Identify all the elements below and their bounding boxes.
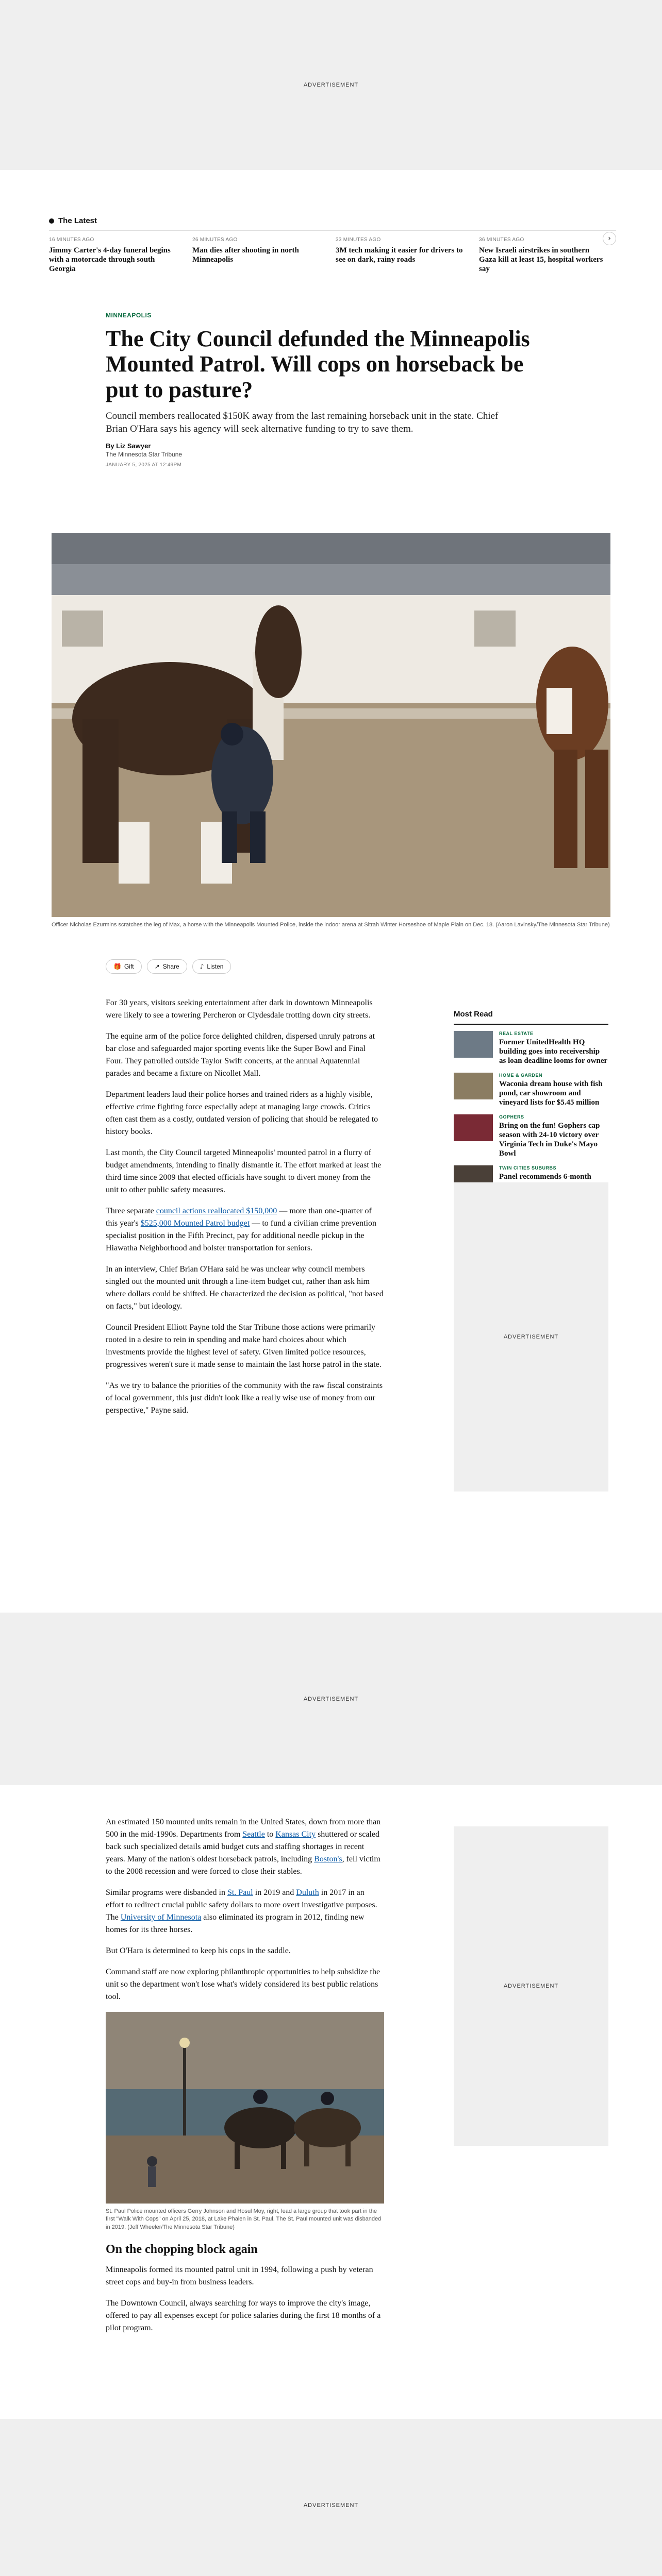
lead-photo-caption: Officer Nicholas Ezurmins scratches the leg of Max, a horse with the Minneapolis Mounted Police, inside the indoor arena at Sitrah Winter Horseshoe of Maple Plain on Dec. 18. (Aaron Lavinsky/The Minnesota Star Tribune): [52, 922, 610, 928]
latest-heading: The Latest: [49, 216, 616, 231]
paragraph: An estimated 150 mounted units remain in the United States, down from more than 500 in the mid-1990s. Departments from Seattle to Kansas City shuttered or scaled back such specialized details amid budget cuts and staffing shortages in recent years. Many of the nation's oldest horseback patrols, including Boston's, fell victim to the 2008 recession and were forced to close their stables.: [106, 1818, 381, 1876]
latest-timestamp: 16 MINUTES AGO: [49, 237, 94, 243]
top-advertisement[interactable]: [0, 0, 662, 170]
paragraph: Last month, the City Council targeted Minneapolis' mounted patrol in a flurry of budget amendments, intending to finally dismantle it. The effort marked at least the third time since 2009 that elected officials have sought to divert money from the unit to other public safety measures.: [106, 1148, 382, 1194]
paragraph: The equine arm of the police force delighted children, dispersed unruly patrons at bar close and safeguarded major sporting events like the Super Bowl and Final Four. They patrolled outside Taylor Swift concerts, at the annual Aquatennial parades and became a fixture on Nicollet Mall.: [106, 1032, 375, 1078]
article-dek: Council members reallocated $150K away from the last remaining horseback unit in the state. Chief Brian O'Hara says his agency will seek alternative funding to try to save them.: [106, 410, 499, 435]
paragraph: Department leaders laud their police horses and trained riders as a highly visible, effective crime fighting force especially adept at managing large crowds. Critics often cast them as a costly, outdated version of policing that should be relegated to history books.: [106, 1090, 378, 1136]
byline-organization: The Minnesota Star Tribune: [106, 451, 183, 459]
share-toolbar: [106, 959, 231, 974]
next-arrow-icon[interactable]: ›: [603, 232, 616, 245]
most-read-title[interactable]: Bring on the fun! Gophers cap season with 24-10 victory over Virginia Tech in Duke's Mayo Bowl: [499, 1122, 600, 1158]
article-header: [106, 312, 549, 468]
mid-advertisement[interactable]: ADVERTISEMENT: [0, 1613, 662, 1785]
most-read-section: GOPHERS: [499, 1114, 524, 1120]
article-body-section-2: [106, 1816, 384, 2343]
most-read-item[interactable]: [454, 1073, 608, 1107]
budget-link[interactable]: $525,000 Mounted Patrol budget: [140, 1219, 250, 1228]
mid-advertisement[interactable]: ADVERTISEMENT: [0, 2419, 662, 2576]
most-read-title[interactable]: Panel recommends 6-month: [499, 1173, 591, 1181]
latest-headline[interactable]: New Israeli airstrikes in southern Gaza kill at least 15, hospital workers say: [479, 246, 603, 273]
share-icon: ↗: [154, 963, 160, 970]
most-read-section: REAL ESTATE: [499, 1031, 534, 1036]
most-read-thumbnail[interactable]: [454, 1073, 493, 1099]
live-dot-icon: [49, 218, 54, 224]
latest-timestamp: 36 MINUTES AGO: [479, 237, 524, 243]
lead-photo: [52, 533, 610, 917]
headphones-icon: ♪: [200, 963, 204, 970]
gift-button[interactable]: 🎁 Gift: [106, 959, 142, 974]
paragraph: But O'Hara is determined to keep his cops in the saddle.: [106, 1946, 291, 1955]
latest-item[interactable]: [336, 237, 465, 274]
paragraph: Three separate council actions reallocated $150,000 — more than one-quarter of this year's $525,000 Mounted Patrol budget — to fund a civilian crime prevention specialist position in the Fifth Precinct, pay for additional needle pickup in the Hiawatha Neighborhood and bolster transportation for seniors.: [106, 1207, 377, 1252]
latest-headline[interactable]: 3M tech making it easier for drivers to see on dark, rainy roads: [336, 246, 463, 264]
article-body-section-1: [106, 997, 384, 1426]
section-kicker[interactable]: MINNEAPOLIS: [106, 312, 152, 319]
ad-label: ADVERTISEMENT: [303, 82, 359, 88]
paragraph: Council President Elliott Payne told the Star Tribune those actions were primarily rooted in a desire to rein in spending and make hard choices about which investments provide the highest level of safety. Given limited police resources, progressives weren't sure it made sense to maintain the last horse patrol in the state.: [106, 1323, 382, 1369]
gift-icon: 🎁: [113, 963, 121, 970]
paragraph: Command staff are now exploring philanthropic opportunities to help subsidize the unit so the department won't lose what's widely considered its best public relations tool.: [106, 1968, 380, 2001]
latest-timestamp: 26 MINUTES AGO: [192, 237, 238, 243]
latest-item[interactable]: [192, 237, 321, 274]
latest-item[interactable]: [49, 237, 178, 274]
listen-button[interactable]: ♪ Listen: [192, 959, 231, 974]
publish-date: JANUARY 5, 2025 AT 12:49PM: [106, 462, 182, 468]
share-button[interactable]: ↗ Share: [147, 959, 187, 974]
most-read-thumbnail[interactable]: [454, 1114, 493, 1141]
seattle-link[interactable]: Seattle: [242, 1830, 265, 1839]
paragraph: Similar programs were disbanded in St. Paul in 2019 and Duluth in 2017 in an effort to redirect crucial public safety dollars to more overt investigative purposes. The University of Minnesota also eliminated its program in 2012, finding new homes for its three horses.: [106, 1888, 377, 1934]
most-read-sidebar: [454, 1010, 608, 1207]
most-read-title[interactable]: Waconia dream house with fish pond, car showroom and vineyard lists for $5.45 million: [499, 1080, 603, 1107]
most-read-section: TWIN CITIES SUBURBS: [499, 1165, 557, 1171]
latest-timestamp: 33 MINUTES AGO: [336, 237, 381, 243]
council-actions-link[interactable]: council actions reallocated $150,000: [156, 1207, 277, 1215]
byline[interactable]: By Liz Sawyer: [106, 442, 151, 450]
latest-item[interactable]: [479, 237, 608, 274]
paragraph: Minneapolis formed its mounted patrol unit in 1994, following a push by veteran street cops and buy-in from business leaders.: [106, 2265, 373, 2287]
most-read-item[interactable]: [454, 1031, 608, 1065]
kansas-city-link[interactable]: Kansas City: [275, 1830, 316, 1839]
most-read-thumbnail[interactable]: [454, 1031, 493, 1058]
most-read-title[interactable]: Former UnitedHealth HQ building goes into receivership as loan deadline looms for owner: [499, 1038, 608, 1065]
inline-photo-caption: St. Paul Police mounted officers Gerry Johnson and Hosul Moy, right, lead a large group that took part in the first "Walk With Cops" on April 25, 2018, at Lake Phalen in St. Paul. The St. Paul mounted unit was disbanded in 2019. (Jeff Wheeler/The Minnesota Star Tribune): [106, 2208, 382, 2230]
st-paul-link[interactable]: St. Paul: [227, 1888, 253, 1897]
paragraph: For 30 years, visitors seeking entertainment after dark in downtown Minneapolis were likely to see a towering Percheron or Clydesdale trotting down city streets.: [106, 998, 373, 1020]
most-read-item[interactable]: [454, 1114, 608, 1158]
most-read-heading: Most Read: [454, 1010, 608, 1025]
university-of-minnesota-link[interactable]: University of Minnesota: [120, 1913, 202, 1922]
latest-headline[interactable]: Man dies after shooting in north Minneapolis: [192, 246, 299, 264]
paragraph: In an interview, Chief Brian O'Hara said he was unclear why council members singled out the mounted unit through a line-item budget cut, rather than ask him where dollars could be shifted. He characterized the decision as political, "not based on facts," but ideology.: [106, 1265, 384, 1311]
paragraph: "As we try to balance the priorities of the community with the raw fiscal constraints of local government, this just didn't look like a really wise use of money from our perspective," Payne said.: [106, 1381, 383, 1415]
duluth-link[interactable]: Duluth: [296, 1888, 319, 1897]
paragraph: The Downtown Council, always searching for ways to improve the city's image, offered to pay all expenses except for police salaries during the first 18 months of a pilot program.: [106, 2299, 381, 2333]
the-latest-strip: [49, 216, 616, 274]
article-headline: The City Council defunded the Minneapolis Mounted Patrol. Will cops on horseback be put to pasture?: [106, 326, 530, 402]
boston-link[interactable]: Boston's: [314, 1855, 342, 1863]
sidebar-advertisement[interactable]: ADVERTISEMENT: [454, 1182, 608, 1492]
latest-headline[interactable]: Jimmy Carter's 4-day funeral begins with a motorcade through south Georgia: [49, 246, 171, 273]
section-subhead: On the chopping block again: [106, 2243, 258, 2257]
inline-photo-st-paul-mounted-officers: [106, 2012, 384, 2204]
sidebar-advertisement[interactable]: ADVERTISEMENT: [454, 1826, 608, 2146]
most-read-section: HOME & GARDEN: [499, 1073, 543, 1078]
